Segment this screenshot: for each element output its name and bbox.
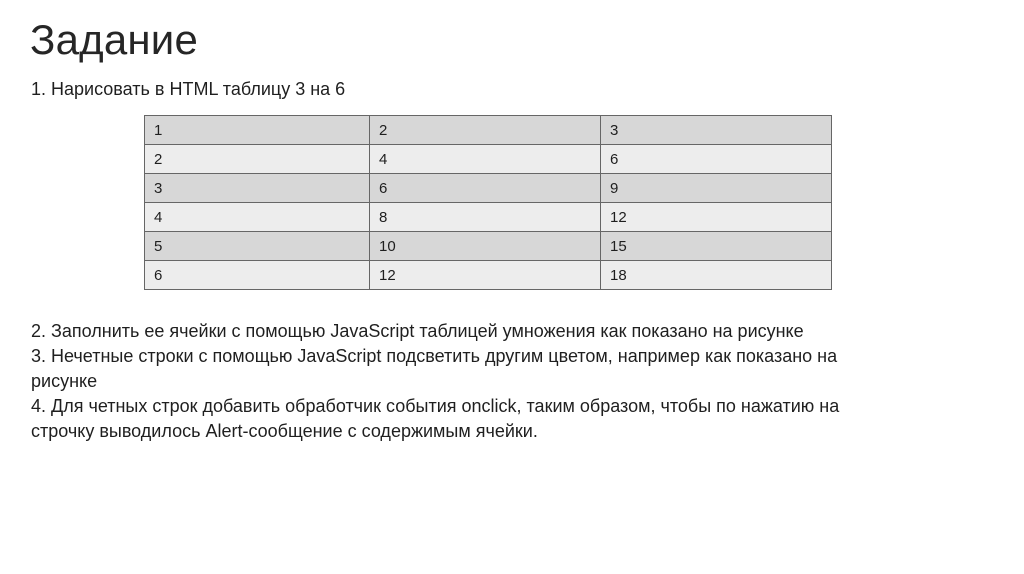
table-cell: 1 [145,116,370,145]
table-cell[interactable]: 12 [370,261,601,290]
table-cell: 3 [601,116,832,145]
table-cell[interactable]: 12 [601,203,832,232]
table-cell: 15 [601,232,832,261]
table-cell[interactable]: 2 [145,145,370,174]
table-row[interactable] [145,261,832,290]
table-cell[interactable]: 6 [601,145,832,174]
table-row [145,174,832,203]
table-cell[interactable]: 8 [370,203,601,232]
table-row [145,232,832,261]
table-row [145,116,832,145]
multiplication-table [144,115,832,290]
table-row[interactable] [145,145,832,174]
task-step-2: 2. Заполнить ее ячейки с помощью JavaScript таблицей умножения как показано на рисунке [31,321,804,341]
table-cell: 2 [370,116,601,145]
task-step-4-continued: строчку выводилось Alert-сообщение с содержимым ячейки. [31,421,538,441]
table-cell[interactable]: 18 [601,261,832,290]
table-cell[interactable]: 4 [370,145,601,174]
table-cell[interactable]: 6 [145,261,370,290]
table-cell: 3 [145,174,370,203]
table-cell: 10 [370,232,601,261]
slide-title: Задание [30,16,199,63]
task-step-1: 1. Нарисовать в HTML таблицу 3 на 6 [31,79,346,99]
table-cell: 6 [370,174,601,203]
task-steps [31,319,991,444]
table-cell: 9 [601,174,832,203]
table-cell: 5 [145,232,370,261]
task-step-3: 3. Нечетные строки с помощью JavaScript подсветить другим цветом, например как показано на [31,346,838,366]
table-cell[interactable]: 4 [145,203,370,232]
task-step-3-continued: рисунке [31,371,98,391]
task-step-4: 4. Для четных строк добавить обработчик события onclick, таким образом, чтобы по нажатию на [31,396,840,416]
table-row[interactable] [145,203,832,232]
